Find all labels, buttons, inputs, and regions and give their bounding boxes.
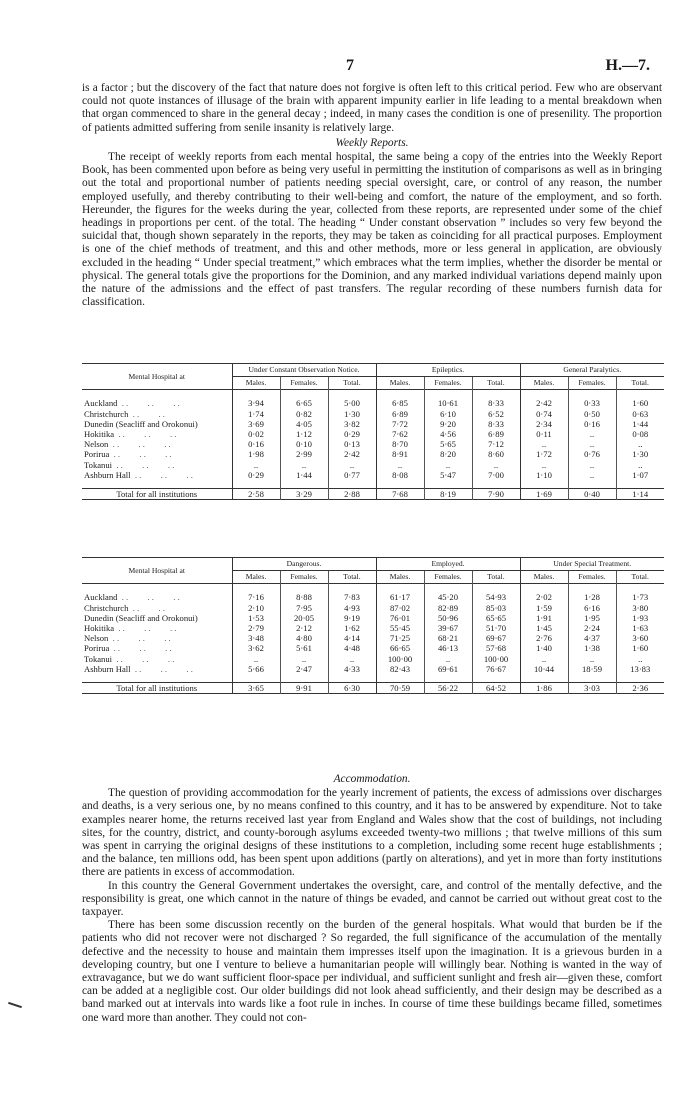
value-cell: 1·60 (616, 643, 664, 653)
value-cell: 5·65 (424, 439, 472, 449)
value-cell: 0·33 (568, 398, 616, 408)
total-value-cell: 1·69 (520, 489, 568, 500)
body-text-top (82, 82, 662, 309)
value-cell: 4·33 (328, 664, 376, 674)
value-cell: 3·94 (232, 398, 280, 408)
value-cell: 1·53 (232, 613, 280, 623)
value-cell: 2·42 (328, 449, 376, 459)
value-cell: 82·89 (424, 603, 472, 613)
hospital-name: Hokitika (84, 429, 115, 440)
value-cell: 1·40 (520, 643, 568, 653)
value-cell: 55·45 (376, 623, 424, 633)
col-header: Total. (472, 377, 520, 390)
value-cell: .. (232, 654, 280, 664)
table-row (82, 643, 664, 653)
table-dangerous-employed-special (82, 557, 664, 694)
hospital-name-cell (82, 633, 232, 643)
col-header: Total. (472, 571, 520, 584)
leader-dots: . . . . . . (108, 633, 171, 644)
value-cell: 4·05 (280, 419, 328, 429)
value-cell: 85·03 (472, 603, 520, 613)
row-header: Mental Hospital at (82, 558, 232, 584)
total-value-cell: 3·29 (280, 489, 328, 500)
table-body (82, 584, 664, 683)
value-cell: 0·63 (616, 409, 664, 419)
group-header: Employed. (376, 558, 520, 571)
value-cell: 1·72 (520, 449, 568, 459)
total-value-cell: 0·40 (568, 489, 616, 500)
value-cell: 3·69 (232, 419, 280, 429)
col-header: Total. (328, 377, 376, 390)
value-cell: 5·47 (424, 470, 472, 480)
value-cell: .. (568, 429, 616, 439)
margin-mark (8, 1002, 22, 1008)
paragraph: The question of providing accommodation for the yearly increment of patients, the excess of admissions over discharges and deaths, is a very serious one, by no means confined to this country, and it has to be answered by expenditure. Not to take examples nearer home, the returns received last year from England and Wales show that the cost of buildings, not including sites, for the country, district, and county-borough asylums exceeded twenty-two millions ; that twelve millions of this sum was spent in carrying the original designs of these institutions to a completion, including some recent huge establishments ; and the balance, ten millions odd, has been spent upon additions (partly on alterations), and yet in more than forty institutions there are patients in excess of accommodation. (82, 787, 662, 879)
value-cell: 82·43 (376, 664, 424, 674)
hospital-name: Nelson (84, 439, 109, 450)
value-cell: 1·44 (616, 419, 664, 429)
col-header: Females. (280, 571, 328, 584)
leader-dots: . . . . . . (130, 469, 193, 480)
hospital-name: Christchurch (84, 602, 129, 613)
value-cell: 6·89 (472, 429, 520, 439)
value-cell: 7·72 (376, 419, 424, 429)
value-cell: 76·67 (472, 664, 520, 674)
col-header: Females. (568, 571, 616, 584)
value-cell: 71·25 (376, 633, 424, 643)
value-cell: 3·80 (616, 603, 664, 613)
total-value-cell: 3·65 (232, 683, 280, 694)
value-cell: 4·37 (568, 633, 616, 643)
value-cell: 0·29 (232, 470, 280, 480)
value-cell: 3·82 (328, 419, 376, 429)
value-cell: 1·07 (616, 470, 664, 480)
value-cell: 2·76 (520, 633, 568, 643)
value-cell: .. (520, 439, 568, 449)
hospital-name: Ashburn Hall (84, 469, 131, 480)
value-cell: 2·24 (568, 623, 616, 633)
leader-dots: . . . . (128, 602, 165, 613)
table-row (82, 633, 664, 643)
value-cell: 3·62 (232, 643, 280, 653)
leader-dots: . . . . . . (117, 398, 180, 409)
col-header: Males. (520, 571, 568, 584)
total-value-cell: 1·14 (616, 489, 664, 500)
value-cell: 0·74 (520, 409, 568, 419)
value-cell: 0·82 (280, 409, 328, 419)
value-cell: .. (232, 460, 280, 470)
hospital-name: Auckland (84, 592, 118, 603)
hospital-name: Tokanui (84, 653, 113, 664)
value-cell: 4·14 (328, 633, 376, 643)
hospital-name-cell (82, 460, 232, 470)
value-cell: 8·91 (376, 449, 424, 459)
table-body (82, 390, 664, 489)
value-cell: 1·30 (616, 449, 664, 459)
section-heading-accommodation: Accommodation. (333, 773, 411, 785)
hospital-name-cell (82, 439, 232, 449)
hospital-name-cell (82, 623, 232, 633)
value-cell: 51·70 (472, 623, 520, 633)
table-row (82, 470, 664, 480)
hospital-name-cell (82, 470, 232, 480)
table-row (82, 603, 664, 613)
hospital-name-cell (82, 449, 232, 459)
value-cell: .. (520, 460, 568, 470)
col-header: Total. (328, 571, 376, 584)
paragraph: In this country the General Government undertakes the oversight, care, and control of the mentally defective, and the responsibility is great, one which cannot in the nature of things be evaded, and cannot be carried out without great cost to the taxpayer. (82, 879, 662, 919)
value-cell: 1·30 (328, 409, 376, 419)
hospital-name: Dunedin (Seacliff and Orokonui) (84, 612, 198, 623)
value-cell: 6·65 (280, 398, 328, 408)
value-cell: 0·11 (520, 429, 568, 439)
value-cell: 3·60 (616, 633, 664, 643)
value-cell: 2·10 (232, 603, 280, 613)
total-value-cell: 3·03 (568, 683, 616, 694)
value-cell: .. (472, 460, 520, 470)
hospital-name: Dunedin (Seacliff and Orokonui) (84, 418, 198, 429)
table-row (82, 419, 664, 429)
value-cell: 7·00 (472, 470, 520, 480)
value-cell: 1·44 (280, 470, 328, 480)
leader-dots: . . . . . . (109, 449, 172, 460)
value-cell: 2·02 (520, 592, 568, 602)
value-cell: 0·16 (232, 439, 280, 449)
total-value-cell: 64·52 (472, 683, 520, 694)
hospital-name-cell (82, 664, 232, 674)
value-cell: .. (424, 460, 472, 470)
col-header: Males. (376, 571, 424, 584)
hospital-name-cell (82, 398, 232, 408)
total-value-cell: 9·91 (280, 683, 328, 694)
value-cell: 7·12 (472, 439, 520, 449)
value-cell: 1·98 (232, 449, 280, 459)
value-cell: 2·12 (280, 623, 328, 633)
value-cell: 8·88 (280, 592, 328, 602)
paragraph: is a factor ; but the discovery of the fact that nature does not forgive is often left to this critical period. Few who are observant could not quote instances of illusage of the brain with apparent impunity earlier in life leading to a mental breakdown when that organ commenced to share in the general decay ; indeed, in many cases the condition is one of presenility. The proportion of patients admitted suffering from senile insanity is relatively large. (82, 82, 662, 134)
total-row (82, 683, 664, 694)
value-cell: 39·67 (424, 623, 472, 633)
value-cell: 46·13 (424, 643, 472, 653)
row-header: Mental Hospital at (82, 364, 232, 390)
value-cell: 1·63 (616, 623, 664, 633)
col-header: Total. (616, 571, 664, 584)
group-header: Epileptics. (376, 364, 520, 377)
value-cell: 100·00 (376, 654, 424, 664)
value-cell: 0·16 (568, 419, 616, 429)
col-header: Females. (424, 377, 472, 390)
leader-dots: . . . . . . (114, 429, 177, 440)
total-value-cell: 56·22 (424, 683, 472, 694)
value-cell: 8·20 (424, 449, 472, 459)
value-cell: 8·70 (376, 439, 424, 449)
value-cell: 87·02 (376, 603, 424, 613)
value-cell: .. (328, 460, 376, 470)
col-header: Males. (520, 377, 568, 390)
value-cell: 68·21 (424, 633, 472, 643)
value-cell: 1·73 (616, 592, 664, 602)
col-header: Males. (232, 377, 280, 390)
document-reference: H.—7. (605, 57, 650, 74)
leader-dots: . . . . . . (117, 592, 180, 603)
group-header: Under Special Treatment. (520, 558, 664, 571)
value-cell: 8·33 (472, 398, 520, 408)
leader-dots: . . . . . . (130, 663, 193, 674)
hospital-name-cell (82, 603, 232, 613)
value-cell: 5·66 (232, 664, 280, 674)
value-cell: 2·42 (520, 398, 568, 408)
value-cell: .. (280, 460, 328, 470)
value-cell: 69·67 (472, 633, 520, 643)
value-cell: .. (568, 654, 616, 664)
value-cell: 9·19 (328, 613, 376, 623)
page-number: 7 (346, 57, 354, 74)
value-cell: 8·60 (472, 449, 520, 459)
table-row (82, 429, 664, 439)
value-cell: 7·83 (328, 592, 376, 602)
total-label: Total for all institutions (116, 683, 198, 694)
value-cell: 8·33 (472, 419, 520, 429)
table-row (82, 613, 664, 623)
total-value-cell: 1·86 (520, 683, 568, 694)
table-row (82, 592, 664, 602)
hospital-name-cell (82, 419, 232, 429)
value-cell: 0·76 (568, 449, 616, 459)
value-cell: .. (568, 460, 616, 470)
hospital-name: Ashburn Hall (84, 663, 131, 674)
section-heading-weekly-reports: Weekly Reports. (335, 136, 409, 149)
total-value-cell: 6·30 (328, 683, 376, 694)
value-cell: 0·77 (328, 470, 376, 480)
total-value-cell: 7·68 (376, 489, 424, 500)
total-value-cell: 2·58 (232, 489, 280, 500)
value-cell: 50·96 (424, 613, 472, 623)
leader-dots: . . . . (128, 408, 165, 419)
value-cell: 0·10 (280, 439, 328, 449)
value-cell: 10·44 (520, 664, 568, 674)
table-row (82, 664, 664, 674)
value-cell: .. (520, 654, 568, 664)
value-cell: 1·10 (520, 470, 568, 480)
value-cell: 2·99 (280, 449, 328, 459)
table-row (82, 460, 664, 470)
table-row (82, 439, 664, 449)
value-cell: 76·01 (376, 613, 424, 623)
group-header: Dangerous. (232, 558, 376, 571)
value-cell: 6·10 (424, 409, 472, 419)
col-header: Females. (280, 377, 328, 390)
value-cell: 5·00 (328, 398, 376, 408)
hospital-name: Christchurch (84, 408, 129, 419)
hospital-name-cell (82, 592, 232, 602)
col-header: Males. (232, 571, 280, 584)
table-row (82, 449, 664, 459)
value-cell: 66·65 (376, 643, 424, 653)
hospital-name: Nelson (84, 633, 109, 644)
value-cell: 45·20 (424, 592, 472, 602)
col-header: Females. (424, 571, 472, 584)
value-cell: 1·59 (520, 603, 568, 613)
value-cell: .. (568, 470, 616, 480)
value-cell: 6·52 (472, 409, 520, 419)
value-cell: 57·68 (472, 643, 520, 653)
value-cell: 8·08 (376, 470, 424, 480)
value-cell: .. (568, 439, 616, 449)
table-row (82, 654, 664, 664)
value-cell: 6·85 (376, 398, 424, 408)
value-cell: .. (280, 654, 328, 664)
value-cell: 54·93 (472, 592, 520, 602)
value-cell: 1·91 (520, 613, 568, 623)
value-cell: 1·60 (616, 398, 664, 408)
value-cell: 1·38 (568, 643, 616, 653)
total-value-cell: 8·19 (424, 489, 472, 500)
hospital-name-cell (82, 613, 232, 623)
value-cell: .. (616, 439, 664, 449)
value-cell: 6·16 (568, 603, 616, 613)
value-cell: 3·48 (232, 633, 280, 643)
value-cell: .. (616, 460, 664, 470)
body-text-accommodation (82, 771, 662, 1025)
paragraph: The receipt of weekly reports from each mental hospital, the same being a copy of the entries into the Weekly Report Book, has been commented upon before as being very useful in permitting the institution of comparisons as well as in bringing out the total and proportional number of patients needing special oversight, care, or control of any reason, the number employed usefully, and thereby contributing to their well-being and comfort, the nature of the employment, and so forth. Hereunder, the figures for the weeks during the year, collected from these reports, are represented under some of the chief headings in proportions per cent. of the total. The heading “ Under constant observation ” includes so very few beyond the suicidal that, though shown separately in the reports, they may be taken as coinciding for all practical purposes. Employment is one of the chief methods of treatment, and this and other methods, more or less general in application, are obviously excluded in the heading “ Under special treatment,” which embraces what the term implies, whether the disorder be mental or physical. The general totals give the proportions for the Dominion, and any marked individual variations depend mainly upon the nature of the admissions and the effect of past transfers. The regular recording of these numbers furnish data for classification. (82, 151, 662, 309)
table-row (82, 409, 664, 419)
col-header: Males. (376, 377, 424, 390)
hospital-name: Porirua (84, 643, 110, 654)
value-cell: 0·50 (568, 409, 616, 419)
value-cell: 69·61 (424, 664, 472, 674)
table-row (82, 623, 664, 633)
value-cell: 1·45 (520, 623, 568, 633)
value-cell: 5·61 (280, 643, 328, 653)
value-cell: 65·65 (472, 613, 520, 623)
total-value-cell: 2·88 (328, 489, 376, 500)
total-row (82, 489, 664, 500)
leader-dots: . . . . . . (114, 623, 177, 634)
value-cell: .. (376, 460, 424, 470)
value-cell: 9·20 (424, 419, 472, 429)
value-cell: 1·12 (280, 429, 328, 439)
hospital-name-cell (82, 409, 232, 419)
value-cell: 10·61 (424, 398, 472, 408)
hospital-name: Porirua (84, 449, 110, 460)
value-cell: 2·79 (232, 623, 280, 633)
value-cell: 100·00 (472, 654, 520, 664)
value-cell: 61·17 (376, 592, 424, 602)
value-cell: 1·28 (568, 592, 616, 602)
group-header: General Paralytics. (520, 364, 664, 377)
value-cell: 4·93 (328, 603, 376, 613)
value-cell: 7·16 (232, 592, 280, 602)
hospital-name: Hokitika (84, 623, 115, 634)
hospital-name-cell (82, 643, 232, 653)
value-cell: .. (616, 654, 664, 664)
table-row (82, 398, 664, 408)
hospital-name: Tokanui (84, 459, 113, 470)
value-cell: 4·56 (424, 429, 472, 439)
leader-dots: . . . . . . (109, 643, 172, 654)
value-cell: 0·08 (616, 429, 664, 439)
paragraph: There has been some discussion recently on the burden of the general hospitals. What would that burden be if the patients who did not recover were not discharged ? So regarded, the full significance of the accumulation of the mentally defective and the necessity to house and maintain them impresses itself upon the imagination. It is a grievous burden in a developing country, but one I venture to believe a humanitarian people will willingly bear. Nothing is wanted in the way of extravagance, but we do want sufficient floor-space per individual, and sufficient sunlight and fresh air—given these, comfort can be added at a negligible cost. Our older buildings did not look ahead sufficiently, and their design may be described as a band marked out at intervals into wards like a foot rule in inches. In course of time these buildings became filled, sometimes one ward more than another. They could not con- (82, 919, 662, 1024)
value-cell: 0·29 (328, 429, 376, 439)
table-observation-epileptics-paralytics (82, 363, 664, 500)
hospital-name-cell (82, 429, 232, 439)
group-header: Under Constant Observation Notice. (232, 364, 376, 377)
hospital-name: Auckland (84, 398, 118, 409)
leader-dots: . . . . . . (108, 439, 171, 450)
value-cell: 6·89 (376, 409, 424, 419)
value-cell: 1·62 (328, 623, 376, 633)
value-cell: 0·02 (232, 429, 280, 439)
value-cell: 18·59 (568, 664, 616, 674)
value-cell: 2·47 (280, 664, 328, 674)
value-cell: 4·80 (280, 633, 328, 643)
leader-dots: . . . . . . (112, 459, 175, 470)
value-cell: 7·62 (376, 429, 424, 439)
value-cell: 1·93 (616, 613, 664, 623)
value-cell: 13·83 (616, 664, 664, 674)
total-label: Total for all institutions (116, 489, 198, 500)
total-value-cell: 70·59 (376, 683, 424, 694)
total-value-cell: 7·90 (472, 489, 520, 500)
col-header: Females. (568, 377, 616, 390)
value-cell: 7·95 (280, 603, 328, 613)
value-cell: 0·13 (328, 439, 376, 449)
value-cell: 20·05 (280, 613, 328, 623)
value-cell: 1·74 (232, 409, 280, 419)
value-cell: .. (328, 654, 376, 664)
leader-dots: . . . . . . (112, 653, 175, 664)
col-header: Total. (616, 377, 664, 390)
total-value-cell: 2·36 (616, 683, 664, 694)
value-cell: 2·34 (520, 419, 568, 429)
value-cell: .. (424, 654, 472, 664)
value-cell: 4·48 (328, 643, 376, 653)
value-cell: 1·95 (568, 613, 616, 623)
hospital-name-cell (82, 654, 232, 664)
